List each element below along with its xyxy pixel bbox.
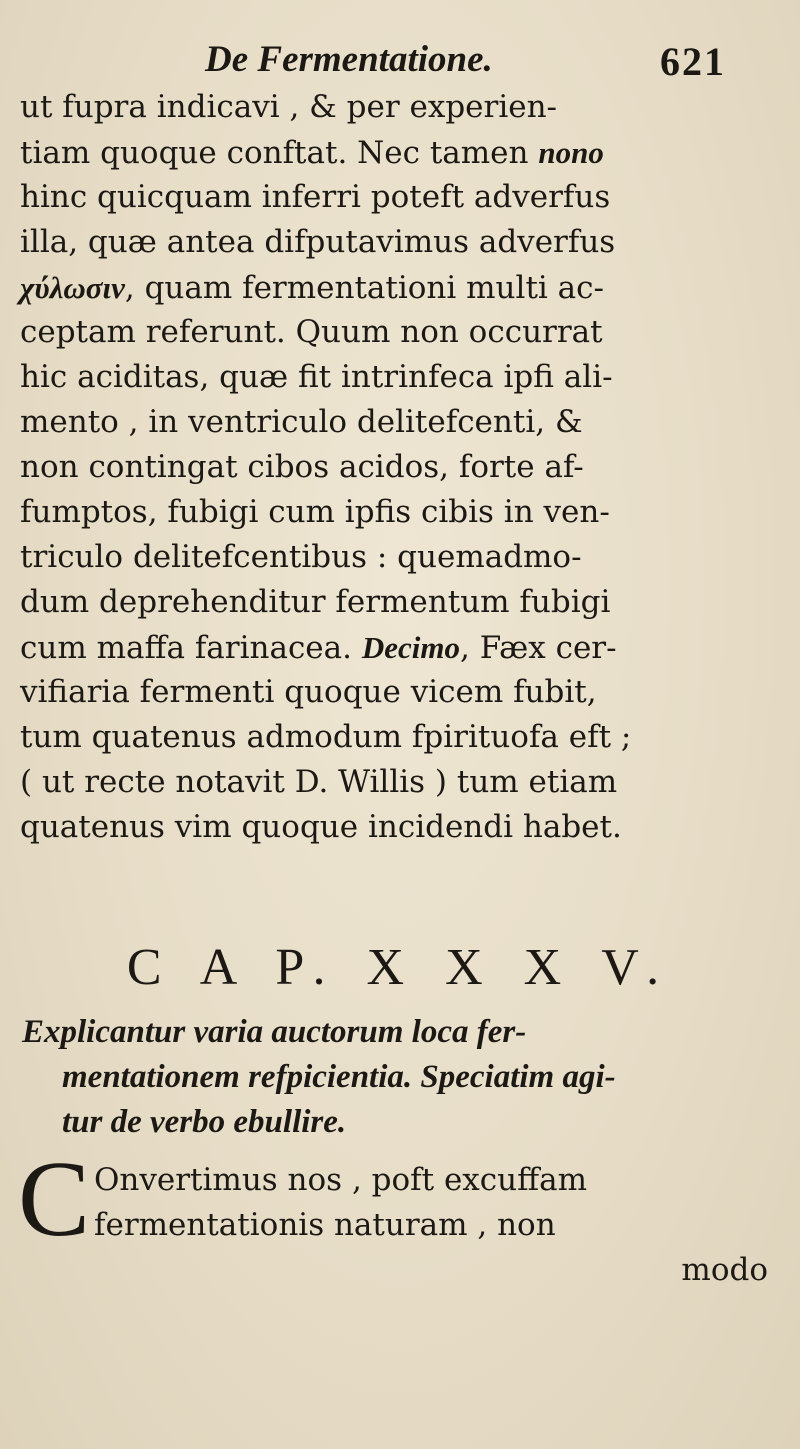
italic-word: χύλωσιν [20, 270, 125, 305]
text-run: tum quatenus admodum fpirituofa eft ; [20, 719, 632, 755]
summary-line: tur de verbo ebullire. [62, 1104, 347, 1140]
text-line [20, 130, 790, 175]
text-run: , quam fermentationi multi ac- [124, 270, 604, 306]
text-run: illa, quæ antea difputavimus adverfus [20, 224, 616, 260]
text-run: dum deprehenditur fermentum fubigi [20, 584, 611, 620]
text-run: hinc quicquam inferri poteft adverfus [20, 179, 611, 215]
italic-word: Decimo [361, 630, 460, 665]
text-line [20, 400, 790, 445]
text-run: quatenus vim quoque incidendi habet. [20, 809, 622, 845]
text-run: ut fupra indicavi , & per experien- [20, 89, 558, 125]
text-run: non contingat cibos acidos, forte af- [20, 449, 584, 485]
body-paragraph [20, 85, 790, 850]
text-line [20, 805, 790, 850]
summary-line: mentationem refpicientia. Speciatim agi- [62, 1059, 616, 1095]
text-run: ceptam referunt. Quum non occurrat [20, 314, 603, 350]
text-line [20, 85, 790, 130]
text-line [20, 310, 790, 355]
text-line [20, 265, 790, 310]
text-line [20, 625, 790, 670]
section-line: Onvertimus nos , poft excuffam [94, 1162, 588, 1198]
summary-line: Explicantur varia auctorum loca fer- [22, 1014, 527, 1050]
text-line [20, 715, 790, 760]
chapter-summary [22, 1010, 792, 1145]
text-run: hic aciditas, quæ fit intrinfeca ipfi ali- [20, 359, 613, 395]
text-run: tiam quoque conftat. Nec tamen [20, 135, 539, 171]
text-run: fumptos, fubigi cum ipfis cibis in ven- [20, 494, 610, 530]
text-run: cum maffa farinacea. [20, 630, 362, 666]
chapter-numeral: X X X V. [366, 939, 674, 996]
section-line: fermentationis naturam , non [94, 1207, 556, 1243]
text-line [20, 760, 790, 805]
text-run: ( ut recte notavit D. Willis ) tum etiam [20, 764, 618, 800]
text-line [20, 535, 790, 580]
running-head: De Fermentatione. [205, 39, 493, 80]
text-run: , Fæx cer- [460, 630, 617, 666]
drop-capital: C [18, 1140, 91, 1259]
page-number: 621 [660, 39, 726, 84]
chapter-heading [0, 938, 800, 997]
page-header [0, 38, 800, 88]
text-run: vifiaria fermenti quoque vicem fubit, [20, 674, 597, 710]
text-line [20, 220, 790, 265]
text-line [20, 175, 790, 220]
text-run: mento , in ventriculo delitefcenti, & [20, 404, 583, 440]
text-run: triculo delitefcentibus : quemadmo- [20, 539, 582, 575]
italic-word: nono [538, 135, 604, 170]
section-line: modo [681, 1252, 768, 1288]
text-line [20, 445, 790, 490]
text-line [20, 355, 790, 400]
text-line [20, 490, 790, 535]
text-line [20, 670, 790, 715]
text-line [20, 580, 790, 625]
chapter-label: C A P. [126, 939, 340, 996]
section-paragraph [20, 1158, 790, 1293]
